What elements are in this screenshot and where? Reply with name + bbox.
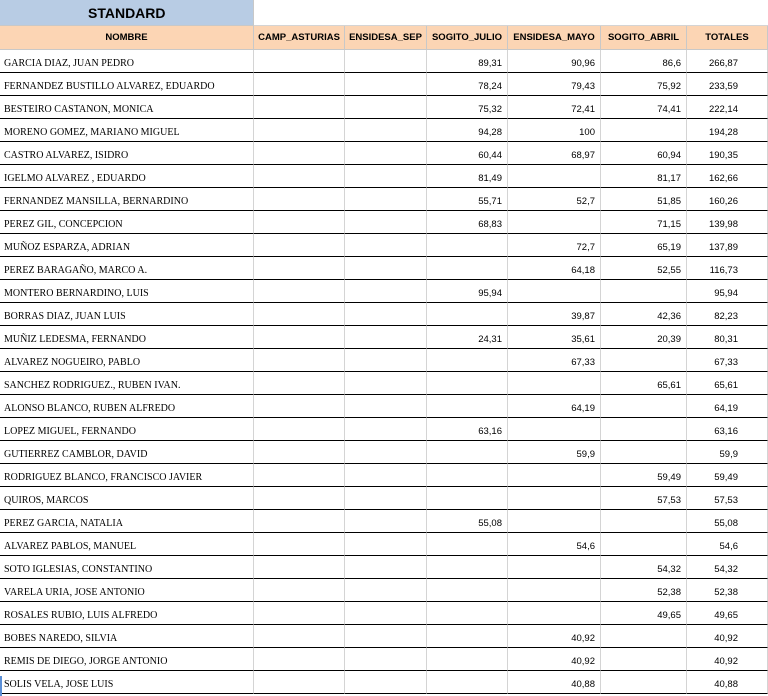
- cell-camp-asturias[interactable]: [254, 326, 345, 349]
- table-row: [0, 671, 768, 694]
- cell-sogito-julio[interactable]: [427, 648, 508, 671]
- cell-sogito-abril[interactable]: [601, 648, 687, 671]
- cell-totales[interactable]: 82,23: [687, 303, 768, 326]
- cell-totales[interactable]: 65,61: [687, 372, 768, 395]
- cell-sogito-julio[interactable]: 78,24: [427, 73, 508, 96]
- cell-ensidesa-sep[interactable]: [345, 188, 427, 211]
- cell-totales[interactable]: 64,19: [687, 395, 768, 418]
- cell-totales[interactable]: 49,65: [687, 602, 768, 625]
- cell-camp-asturias[interactable]: [254, 556, 345, 579]
- cell-ensidesa-mayo[interactable]: [508, 280, 601, 303]
- cell-nombre[interactable]: LOPEZ MIGUEL, FERNANDO: [0, 418, 254, 441]
- cell-camp-asturias[interactable]: [254, 418, 345, 441]
- table-row: [0, 165, 768, 188]
- cell-nombre[interactable]: ALVAREZ PABLOS, MANUEL: [0, 533, 254, 556]
- cell-nombre[interactable]: GUTIERREZ CAMBLOR, DAVID: [0, 441, 254, 464]
- cell-sogito-julio[interactable]: 63,16: [427, 418, 508, 441]
- cell-sogito-julio[interactable]: [427, 625, 508, 648]
- cell-camp-asturias[interactable]: [254, 280, 345, 303]
- cell-totales[interactable]: 160,26: [687, 188, 768, 211]
- cell-camp-asturias[interactable]: [254, 96, 345, 119]
- cell-sogito-julio[interactable]: [427, 464, 508, 487]
- cell-nombre[interactable]: GARCIA DIAZ, JUAN PEDRO: [0, 50, 254, 73]
- header-totales[interactable]: TOTALES: [687, 26, 768, 49]
- cell-nombre[interactable]: RODRIGUEZ BLANCO, FRANCISCO JAVIER: [0, 464, 254, 487]
- cell-ensidesa-mayo[interactable]: 100: [508, 119, 601, 142]
- table-row: [0, 303, 768, 326]
- cell-totales[interactable]: 139,98: [687, 211, 768, 234]
- cell-sogito-julio[interactable]: [427, 234, 508, 257]
- cell-sogito-abril[interactable]: [601, 395, 687, 418]
- cell-ensidesa-mayo[interactable]: 59,9: [508, 441, 601, 464]
- cell-camp-asturias[interactable]: [254, 648, 345, 671]
- row-selection-indicator: [0, 676, 2, 696]
- cell-sogito-abril[interactable]: 42,36: [601, 303, 687, 326]
- header-ensidesa-mayo[interactable]: ENSIDESA_MAYO: [508, 26, 601, 49]
- cell-camp-asturias[interactable]: [254, 579, 345, 602]
- cell-nombre[interactable]: QUIROS, MARCOS: [0, 487, 254, 510]
- cell-nombre[interactable]: SOTO IGLESIAS, CONSTANTINO: [0, 556, 254, 579]
- cell-totales[interactable]: 54,32: [687, 556, 768, 579]
- cell-ensidesa-sep[interactable]: [345, 418, 427, 441]
- table-row: [0, 50, 768, 73]
- cell-sogito-julio[interactable]: [427, 372, 508, 395]
- cell-nombre[interactable]: CASTRO ALVAREZ, ISIDRO: [0, 142, 254, 165]
- table-row: [0, 510, 768, 533]
- cell-camp-asturias[interactable]: [254, 510, 345, 533]
- cell-totales[interactable]: 40,92: [687, 625, 768, 648]
- cell-sogito-abril[interactable]: [601, 510, 687, 533]
- cell-ensidesa-sep[interactable]: [345, 142, 427, 165]
- cell-ensidesa-mayo[interactable]: 52,7: [508, 188, 601, 211]
- cell-camp-asturias[interactable]: [254, 464, 345, 487]
- cell-sogito-julio[interactable]: [427, 579, 508, 602]
- cell-camp-asturias[interactable]: [254, 625, 345, 648]
- cell-nombre[interactable]: PEREZ GIL, CONCEPCION: [0, 211, 254, 234]
- cell-nombre[interactable]: PEREZ GARCIA, NATALIA: [0, 510, 254, 533]
- cell-sogito-abril[interactable]: 75,92: [601, 73, 687, 96]
- cell-sogito-abril[interactable]: [601, 625, 687, 648]
- cell-ensidesa-mayo[interactable]: [508, 579, 601, 602]
- header-sogito-abril[interactable]: SOGITO_ABRIL: [601, 26, 687, 49]
- table-row: [0, 533, 768, 556]
- cell-sogito-julio[interactable]: 55,08: [427, 510, 508, 533]
- cell-sogito-julio[interactable]: 68,83: [427, 211, 508, 234]
- cell-nombre[interactable]: BESTEIRO CASTANON, MONICA: [0, 96, 254, 119]
- cell-sogito-julio[interactable]: [427, 395, 508, 418]
- table-row: [0, 395, 768, 418]
- header-nombre[interactable]: NOMBRE: [0, 26, 254, 49]
- cell-ensidesa-sep[interactable]: [345, 648, 427, 671]
- cell-sogito-abril[interactable]: [601, 119, 687, 142]
- cell-camp-asturias[interactable]: [254, 602, 345, 625]
- cell-ensidesa-mayo[interactable]: 40,88: [508, 671, 601, 694]
- cell-sogito-abril[interactable]: 65,19: [601, 234, 687, 257]
- cell-ensidesa-sep[interactable]: [345, 119, 427, 142]
- cell-totales[interactable]: 59,49: [687, 464, 768, 487]
- cell-sogito-julio[interactable]: [427, 257, 508, 280]
- table-row: [0, 257, 768, 280]
- cell-sogito-abril[interactable]: 81,17: [601, 165, 687, 188]
- cell-nombre[interactable]: BORRAS DIAZ, JUAN LUIS: [0, 303, 254, 326]
- cell-totales[interactable]: 55,08: [687, 510, 768, 533]
- cell-ensidesa-mayo[interactable]: 90,96: [508, 50, 601, 73]
- cell-totales[interactable]: 162,66: [687, 165, 768, 188]
- sheet-title-cell[interactable]: STANDARD: [0, 0, 254, 26]
- cell-totales[interactable]: 59,9: [687, 441, 768, 464]
- cell-nombre[interactable]: ALVAREZ NOGUEIRO, PABLO: [0, 349, 254, 372]
- cell-sogito-abril[interactable]: 74,41: [601, 96, 687, 119]
- cell-camp-asturias[interactable]: [254, 372, 345, 395]
- cell-ensidesa-mayo[interactable]: [508, 510, 601, 533]
- cell-ensidesa-sep[interactable]: [345, 579, 427, 602]
- cell-ensidesa-sep[interactable]: [345, 510, 427, 533]
- cell-sogito-julio[interactable]: 81,49: [427, 165, 508, 188]
- cell-sogito-abril[interactable]: [601, 671, 687, 694]
- empty-title-area[interactable]: [254, 0, 768, 26]
- cell-camp-asturias[interactable]: [254, 119, 345, 142]
- cell-ensidesa-mayo[interactable]: [508, 372, 601, 395]
- cell-ensidesa-mayo[interactable]: [508, 602, 601, 625]
- cell-ensidesa-mayo[interactable]: [508, 464, 601, 487]
- cell-sogito-abril[interactable]: 54,32: [601, 556, 687, 579]
- cell-ensidesa-mayo[interactable]: [508, 165, 601, 188]
- cell-sogito-julio[interactable]: 60,44: [427, 142, 508, 165]
- cell-ensidesa-sep[interactable]: [345, 533, 427, 556]
- cell-nombre[interactable]: ROSALES RUBIO, LUIS ALFREDO: [0, 602, 254, 625]
- cell-ensidesa-sep[interactable]: [345, 487, 427, 510]
- cell-nombre[interactable]: REMIS DE DIEGO, JORGE ANTONIO: [0, 648, 254, 671]
- cell-sogito-abril[interactable]: 59,49: [601, 464, 687, 487]
- cell-sogito-julio[interactable]: 24,31: [427, 326, 508, 349]
- cell-ensidesa-mayo[interactable]: 67,33: [508, 349, 601, 372]
- cell-ensidesa-mayo[interactable]: [508, 556, 601, 579]
- cell-camp-asturias[interactable]: [254, 142, 345, 165]
- cell-ensidesa-sep[interactable]: [345, 326, 427, 349]
- cell-nombre[interactable]: MONTERO BERNARDINO, LUIS: [0, 280, 254, 303]
- cell-ensidesa-mayo[interactable]: 72,7: [508, 234, 601, 257]
- cell-nombre[interactable]: FERNANDEZ BUSTILLO ALVAREZ, EDUARDO: [0, 73, 254, 96]
- cell-sogito-abril[interactable]: 71,15: [601, 211, 687, 234]
- cell-sogito-abril[interactable]: 52,38: [601, 579, 687, 602]
- cell-nombre[interactable]: BOBES NAREDO, SILVIA: [0, 625, 254, 648]
- cell-sogito-julio[interactable]: [427, 671, 508, 694]
- cell-nombre[interactable]: PEREZ BARAGAÑO, MARCO A.: [0, 257, 254, 280]
- table-row: [0, 579, 768, 602]
- cell-sogito-julio[interactable]: [427, 441, 508, 464]
- cell-ensidesa-mayo[interactable]: 39,87: [508, 303, 601, 326]
- cell-totales[interactable]: 222,14: [687, 96, 768, 119]
- cell-ensidesa-mayo[interactable]: [508, 211, 601, 234]
- cell-totales[interactable]: 95,94: [687, 280, 768, 303]
- cell-sogito-abril[interactable]: [601, 418, 687, 441]
- cell-sogito-julio[interactable]: 95,94: [427, 280, 508, 303]
- cell-camp-asturias[interactable]: [254, 487, 345, 510]
- cell-ensidesa-sep[interactable]: [345, 602, 427, 625]
- cell-ensidesa-sep[interactable]: [345, 556, 427, 579]
- table-row: [0, 556, 768, 579]
- cell-sogito-abril[interactable]: 51,85: [601, 188, 687, 211]
- cell-totales[interactable]: 190,35: [687, 142, 768, 165]
- cell-sogito-abril[interactable]: [601, 349, 687, 372]
- cell-ensidesa-mayo[interactable]: 54,6: [508, 533, 601, 556]
- cell-ensidesa-sep[interactable]: [345, 349, 427, 372]
- table-row: [0, 142, 768, 165]
- cell-ensidesa-mayo[interactable]: [508, 418, 601, 441]
- cell-ensidesa-sep[interactable]: [345, 280, 427, 303]
- cell-nombre[interactable]: FERNANDEZ MANSILLA, BERNARDINO: [0, 188, 254, 211]
- table-row: [0, 96, 768, 119]
- title-row: [0, 0, 768, 26]
- cell-totales[interactable]: 116,73: [687, 257, 768, 280]
- cell-totales[interactable]: 67,33: [687, 349, 768, 372]
- cell-sogito-julio[interactable]: [427, 556, 508, 579]
- cell-nombre[interactable]: VARELA URIA, JOSE ANTONIO: [0, 579, 254, 602]
- cell-camp-asturias[interactable]: [254, 73, 345, 96]
- cell-sogito-julio[interactable]: 75,32: [427, 96, 508, 119]
- table-row: [0, 464, 768, 487]
- cell-nombre[interactable]: ALONSO BLANCO, RUBEN ALFREDO: [0, 395, 254, 418]
- cell-ensidesa-sep[interactable]: [345, 165, 427, 188]
- cell-sogito-julio[interactable]: [427, 303, 508, 326]
- cell-ensidesa-sep[interactable]: [345, 50, 427, 73]
- table-row: [0, 418, 768, 441]
- cell-sogito-julio[interactable]: 89,31: [427, 50, 508, 73]
- cell-totales[interactable]: 40,88: [687, 671, 768, 694]
- cell-sogito-abril[interactable]: 65,61: [601, 372, 687, 395]
- cell-nombre[interactable]: IGELMO ALVAREZ , EDUARDO: [0, 165, 254, 188]
- cell-camp-asturias[interactable]: [254, 211, 345, 234]
- table-row: [0, 441, 768, 464]
- cell-ensidesa-mayo[interactable]: 68,97: [508, 142, 601, 165]
- cell-ensidesa-mayo[interactable]: 35,61: [508, 326, 601, 349]
- cell-sogito-julio[interactable]: [427, 487, 508, 510]
- cell-camp-asturias[interactable]: [254, 671, 345, 694]
- cell-totales[interactable]: 40,92: [687, 648, 768, 671]
- cell-camp-asturias[interactable]: [254, 234, 345, 257]
- cell-ensidesa-sep[interactable]: [345, 372, 427, 395]
- cell-ensidesa-mayo[interactable]: 40,92: [508, 648, 601, 671]
- cell-ensidesa-mayo[interactable]: [508, 487, 601, 510]
- table-row: [0, 326, 768, 349]
- cell-totales[interactable]: 54,6: [687, 533, 768, 556]
- cell-sogito-julio[interactable]: [427, 602, 508, 625]
- cell-camp-asturias[interactable]: [254, 165, 345, 188]
- column-header-row: [0, 26, 768, 50]
- cell-totales[interactable]: 137,89: [687, 234, 768, 257]
- cell-sogito-abril[interactable]: 60,94: [601, 142, 687, 165]
- cell-ensidesa-sep[interactable]: [345, 211, 427, 234]
- table-body: [0, 50, 768, 694]
- cell-ensidesa-sep[interactable]: [345, 303, 427, 326]
- table-row: [0, 119, 768, 142]
- cell-nombre[interactable]: SANCHEZ RODRIGUEZ., RUBEN IVAN.: [0, 372, 254, 395]
- cell-ensidesa-mayo[interactable]: 64,18: [508, 257, 601, 280]
- cell-sogito-julio[interactable]: [427, 349, 508, 372]
- cell-ensidesa-mayo[interactable]: 64,19: [508, 395, 601, 418]
- cell-ensidesa-mayo[interactable]: 72,41: [508, 96, 601, 119]
- cell-camp-asturias[interactable]: [254, 50, 345, 73]
- cell-ensidesa-mayo[interactable]: 40,92: [508, 625, 601, 648]
- cell-nombre[interactable]: MUÑOZ ESPARZA, ADRIAN: [0, 234, 254, 257]
- cell-totales[interactable]: 194,28: [687, 119, 768, 142]
- cell-totales[interactable]: 63,16: [687, 418, 768, 441]
- cell-sogito-abril[interactable]: [601, 280, 687, 303]
- cell-ensidesa-sep[interactable]: [345, 464, 427, 487]
- cell-nombre[interactable]: SOLIS VELA, JOSE LUIS: [0, 671, 254, 694]
- cell-totales[interactable]: 233,59: [687, 73, 768, 96]
- cell-ensidesa-sep[interactable]: [345, 257, 427, 280]
- table-row: [0, 73, 768, 96]
- table-row: [0, 188, 768, 211]
- table-row: [0, 211, 768, 234]
- cell-sogito-abril[interactable]: 86,6: [601, 50, 687, 73]
- cell-totales[interactable]: 80,31: [687, 326, 768, 349]
- cell-camp-asturias[interactable]: [254, 533, 345, 556]
- cell-camp-asturias[interactable]: [254, 441, 345, 464]
- table-row: [0, 280, 768, 303]
- cell-ensidesa-sep[interactable]: [345, 395, 427, 418]
- cell-camp-asturias[interactable]: [254, 349, 345, 372]
- cell-totales[interactable]: 52,38: [687, 579, 768, 602]
- cell-sogito-abril[interactable]: 20,39: [601, 326, 687, 349]
- cell-camp-asturias[interactable]: [254, 188, 345, 211]
- table-row: [0, 349, 768, 372]
- cell-sogito-julio[interactable]: 55,71: [427, 188, 508, 211]
- cell-nombre[interactable]: MUÑIZ LEDESMA, FERNANDO: [0, 326, 254, 349]
- cell-sogito-abril[interactable]: 49,65: [601, 602, 687, 625]
- cell-sogito-julio[interactable]: 94,28: [427, 119, 508, 142]
- cell-ensidesa-mayo[interactable]: 79,43: [508, 73, 601, 96]
- cell-camp-asturias[interactable]: [254, 257, 345, 280]
- header-camp-asturias[interactable]: CAMP_ASTURIAS: [254, 26, 345, 49]
- header-sogito-julio[interactable]: SOGITO_JULIO: [427, 26, 508, 49]
- cell-ensidesa-sep[interactable]: [345, 73, 427, 96]
- cell-ensidesa-sep[interactable]: [345, 441, 427, 464]
- cell-ensidesa-sep[interactable]: [345, 671, 427, 694]
- cell-ensidesa-sep[interactable]: [345, 625, 427, 648]
- table-row: [0, 372, 768, 395]
- cell-sogito-abril[interactable]: [601, 441, 687, 464]
- table-row: [0, 487, 768, 510]
- cell-totales[interactable]: 266,87: [687, 50, 768, 73]
- cell-sogito-abril[interactable]: [601, 533, 687, 556]
- cell-totales[interactable]: 57,53: [687, 487, 768, 510]
- cell-sogito-abril[interactable]: 57,53: [601, 487, 687, 510]
- cell-sogito-julio[interactable]: [427, 533, 508, 556]
- table-row: [0, 625, 768, 648]
- cell-camp-asturias[interactable]: [254, 395, 345, 418]
- cell-nombre[interactable]: MORENO GOMEZ, MARIANO MIGUEL: [0, 119, 254, 142]
- cell-ensidesa-sep[interactable]: [345, 96, 427, 119]
- header-ensidesa-sep[interactable]: ENSIDESA_SEP: [345, 26, 427, 49]
- cell-sogito-abril[interactable]: 52,55: [601, 257, 687, 280]
- table-row: [0, 602, 768, 625]
- table-row: [0, 234, 768, 257]
- cell-ensidesa-sep[interactable]: [345, 234, 427, 257]
- cell-camp-asturias[interactable]: [254, 303, 345, 326]
- table-row: [0, 648, 768, 671]
